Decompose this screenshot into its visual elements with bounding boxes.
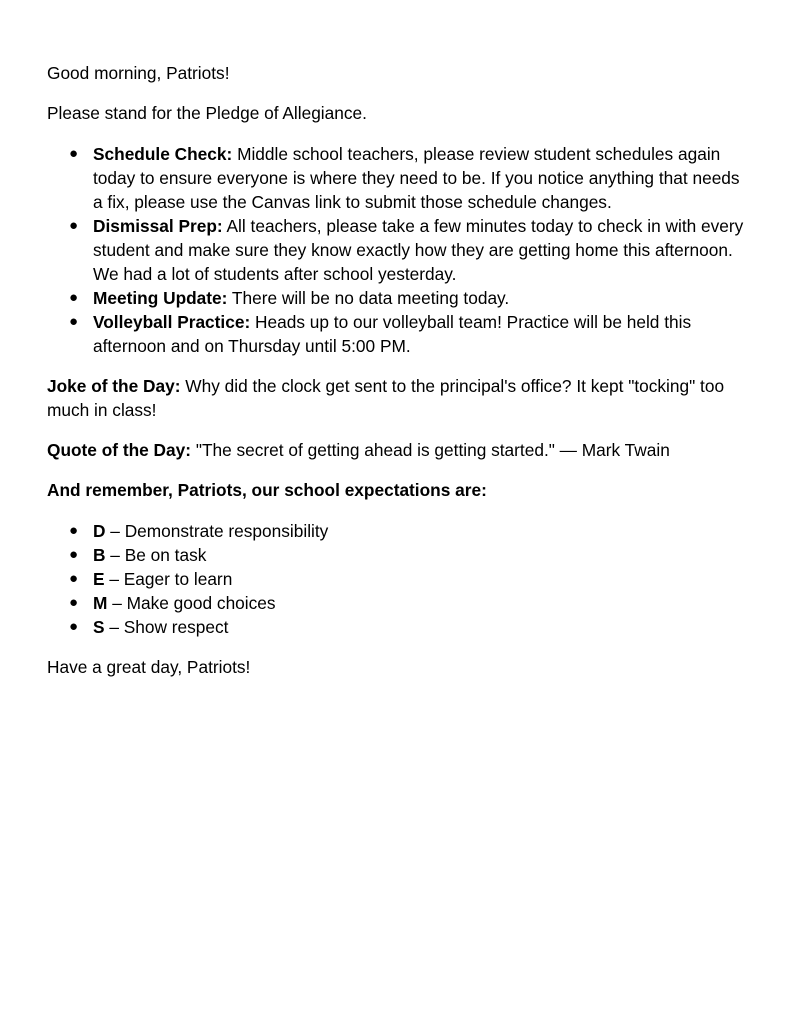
expectation-text: – Be on task — [105, 545, 207, 565]
list-item — [69, 214, 751, 286]
bullet-icon: ● — [69, 217, 79, 234]
expectations-heading — [47, 478, 751, 502]
expectation-letter: S — [93, 617, 105, 637]
list-item — [69, 519, 751, 543]
bullet-icon: ● — [69, 522, 79, 539]
announcement-title: Volleyball Practice: — [93, 312, 251, 332]
joke-of-the-day — [47, 374, 751, 422]
list-item — [69, 310, 751, 358]
joke-label: Joke of the Day: — [47, 376, 181, 396]
joke-text: Why did the clock get sent to the principal's office? It kept "tocking" too much in class! — [47, 376, 725, 420]
expectation-text: – Demonstrate responsibility — [105, 521, 329, 541]
announcement-title: Dismissal Prep: — [93, 216, 223, 236]
list-item — [69, 567, 751, 591]
list-item — [69, 286, 751, 310]
greeting: Good morning, Patriots! — [47, 63, 230, 83]
list-item — [69, 591, 751, 615]
announcement-text: Middle school teachers, please review student schedules again today to ensure everyone is where they need to be. If you notice anything that needs a fix, please use the Canvas link to submit those schedule changes. — [93, 144, 740, 212]
announcement-title: Meeting Update: — [93, 288, 228, 308]
list-item — [69, 142, 751, 214]
quote-of-the-day — [47, 438, 751, 462]
bullet-icon: ● — [69, 145, 79, 162]
announcement-title: Schedule Check: — [93, 144, 233, 164]
expectation-text: – Make good choices — [107, 593, 276, 613]
bullet-icon: ● — [69, 289, 79, 306]
quote-label: Quote of the Day: — [47, 440, 192, 460]
expectations-heading-text: And remember, Patriots, our school expectations are: — [47, 480, 487, 500]
list-item — [69, 615, 751, 639]
closing-line: Have a great day, Patriots! — [47, 657, 251, 677]
announcement-text: Heads up to our volleyball team! Practice will be held this afternoon and on Thursday until 5:00 PM. — [93, 312, 692, 356]
expectation-letter: D — [93, 521, 106, 541]
list-item — [69, 543, 751, 567]
expectation-letter: E — [93, 569, 105, 589]
bullet-icon: ● — [69, 546, 79, 563]
bullet-icon: ● — [69, 618, 79, 635]
expectation-text: – Show respect — [104, 617, 229, 637]
expectation-letter: B — [93, 545, 106, 565]
announcement-text: All teachers, please take a few minutes today to check in with every student and make sure they know exactly how they are getting home this afternoon. We had a lot of students after school yesterday. — [93, 216, 744, 284]
expectation-letter: M — [93, 593, 108, 613]
bullet-icon: ● — [69, 313, 79, 330]
bullet-icon: ● — [69, 594, 79, 611]
announcement-text: There will be no data meeting today. — [227, 288, 510, 308]
announcements-list — [47, 142, 751, 358]
expectations-list — [47, 519, 751, 639]
bullet-icon: ● — [69, 570, 79, 587]
expectation-text: – Eager to learn — [104, 569, 233, 589]
quote-text: "The secret of getting ahead is getting started." — Mark Twain — [191, 440, 670, 460]
pledge-line: Please stand for the Pledge of Allegiance. — [47, 103, 367, 123]
